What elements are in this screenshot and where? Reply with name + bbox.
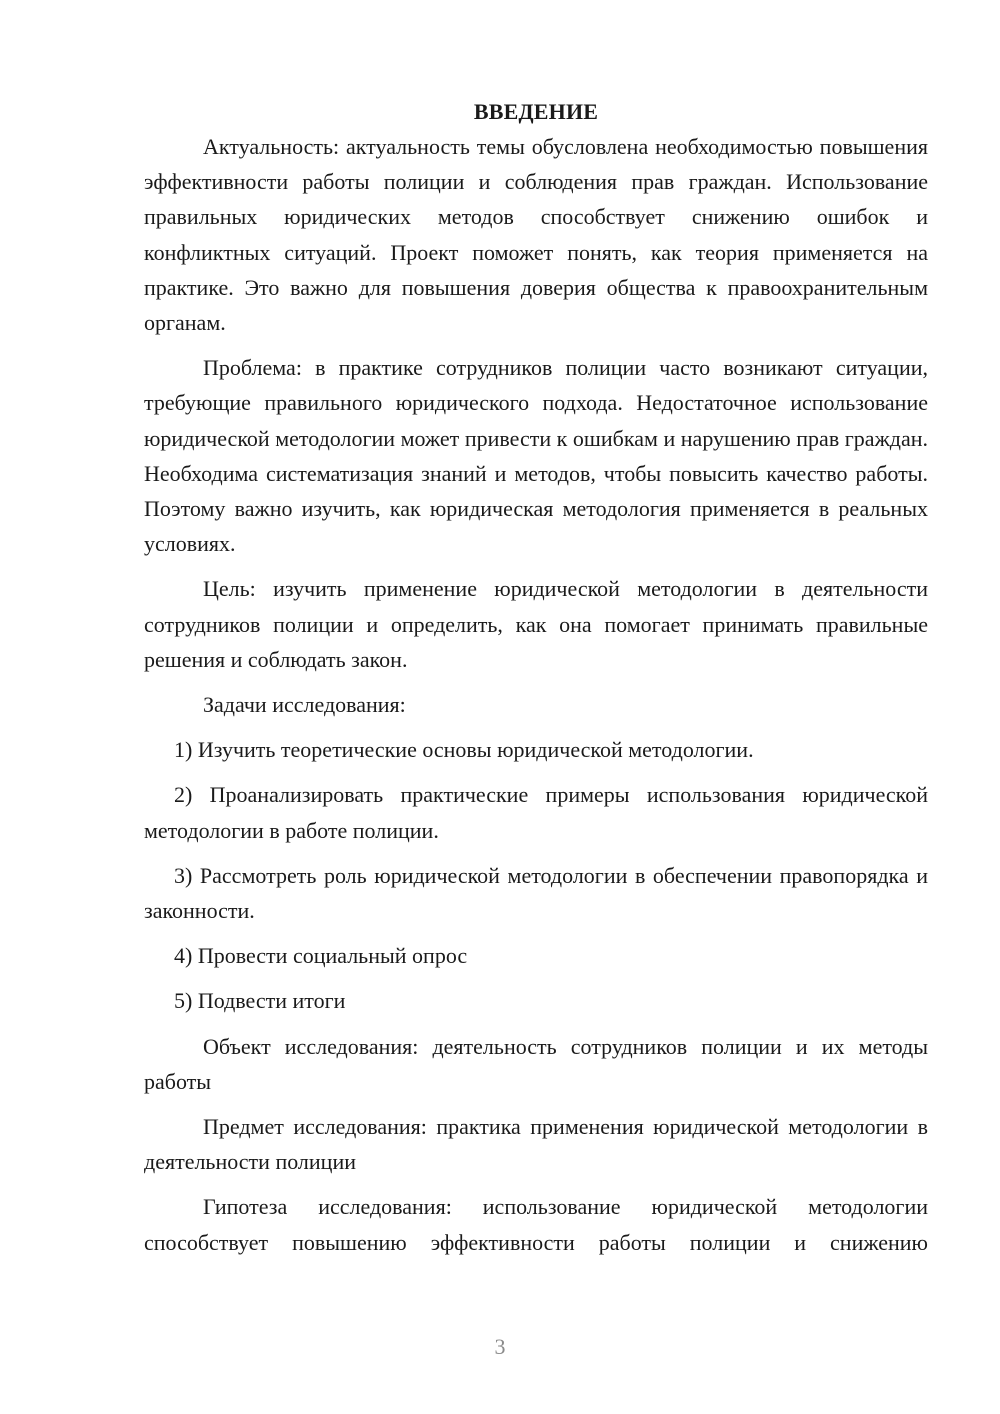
task-item-3: 3) Рассмотреть роль юридической методологии в обеспечении правопорядка и законности. xyxy=(144,862,928,924)
task-item-5: 5) Подвести итоги xyxy=(174,988,346,1014)
paragraph-subject: Предмет исследования: практика применения юридической методологии в деятельности полиции xyxy=(144,1114,928,1175)
task-item-4: 4) Провести социальный опрос xyxy=(174,943,468,969)
tasks-heading: Задачи исследования: xyxy=(203,692,406,718)
paragraph-hypothesis: Гипотеза исследования: использование юридической методологии способствует повышению эффективности работы полиции и снижению xyxy=(144,1194,928,1255)
paragraph-problem: Проблема: в практике сотрудников полиции часто возникают ситуации, требующие правильного юридического подхода. Недостаточное использование юридической методологии может привести к ошибкам и нарушению прав граждан. Необходима систематизация знаний и методов, чтобы повысить качество работы. Поэтому важно изучить, как юридическая методология применяется в реальных условиях. xyxy=(144,355,928,557)
paragraph-relevance: Актуальность: актуальность темы обусловлена необходимостью повышения эффективности работы полиции и соблюдения прав граждан. Использование правильных юридических методов способствует снижению ошибок и конфликтных ситуаций. Проект поможет понять, как теория применяется на практике. Это важно для повышения доверия общества к правоохранительным органам. xyxy=(144,134,928,336)
paragraph-object: Объект исследования: деятельность сотрудников полиции и их методы работы xyxy=(144,1033,928,1094)
document-body xyxy=(144,94,928,1260)
paragraph-goal: Цель: изучить применение юридической методологии в деятельности сотрудников полиции и определить, как она помогает принимать правильные решения и соблюдать закон. xyxy=(144,576,928,672)
page-number: 3 xyxy=(494,1334,506,1359)
task-item-2: 2) Проанализировать практические примеры использования юридической методологии в работе полиции. xyxy=(144,782,928,843)
task-item-1: 1) Изучить теоретические основы юридической методологии. xyxy=(174,737,754,763)
section-title: ВВЕДЕНИЕ xyxy=(473,99,599,124)
